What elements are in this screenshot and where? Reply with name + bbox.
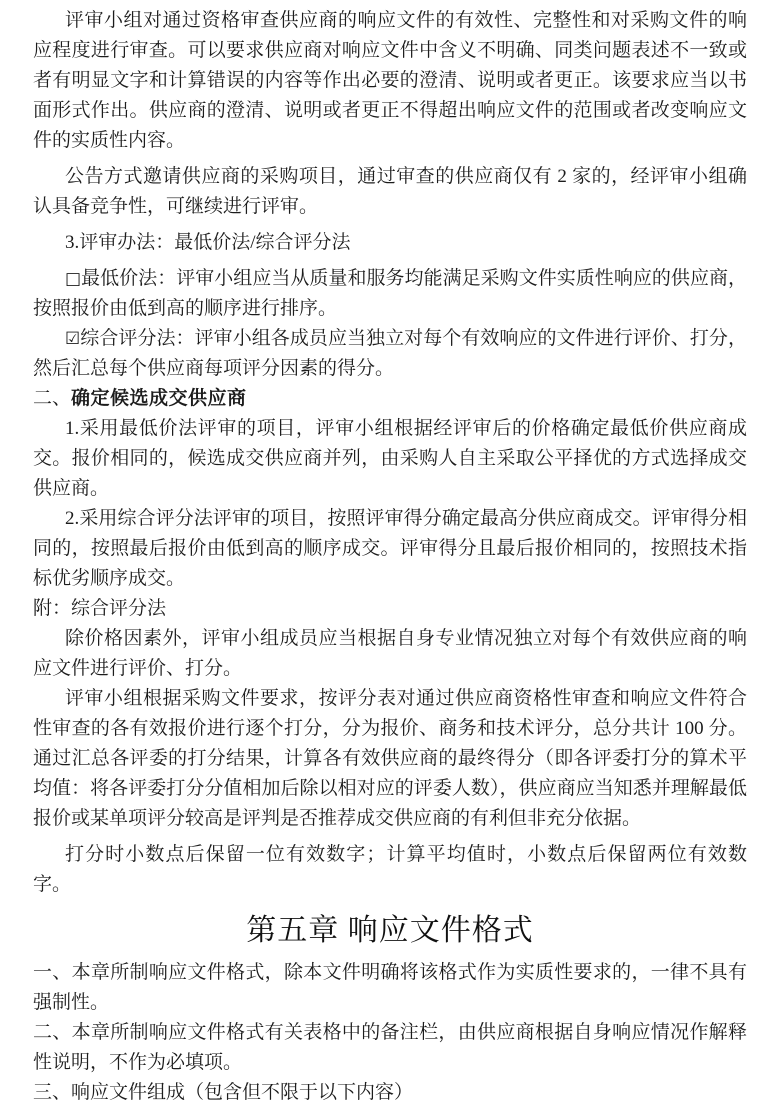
checkbox-checked-icon: ☑	[65, 329, 81, 349]
paragraph-two-suppliers: 公告方式邀请供应商的采购项目，通过审查的供应商仅有 2 家的，经评审小组确认具备竞争性，可继续进行评审。	[33, 166, 747, 217]
chapter-title: 第五章 响应文件格式	[246, 914, 534, 947]
section-heading-candidate-suppliers	[33, 384, 747, 414]
paragraph-format-item-3: 三、响应文件组成（包含但不限于以下内容）	[33, 1082, 414, 1103]
section-heading-text: 确定候选成交供应商	[71, 388, 247, 409]
paragraph-highest-score-award: 2.采用综合评分法评审的项目，按照评审得分确定最高分供应商成交。评审得分相同的，按照最后报价由低到高的顺序成交。评审得分且最后报价相同的，按照技术指标优劣顺序成交。	[33, 508, 747, 589]
paragraph-scoring-rules: 评审小组根据采购文件要求，按评分表对通过供应商资格性审查和响应文件符合性审查的各有效报价进行逐个打分，分为报价、商务和技术评分，总分共计 100 分。通过汇总各评委的打分结果，计算各有效供应商的最终得分（即各评委打分的算术平均值：将各评委打分分值相加后除以相对应的评委人数），供应商应当知悉并理解最低报价或某单项评分较高是评判是否推荐成交供应商的有利但非充分依据。	[33, 688, 747, 829]
paragraph-comprehensive-scoring-method	[33, 324, 747, 384]
paragraph-evaluation-method: 3.评审办法：最低价法/综合评分法	[65, 232, 351, 253]
paragraph-review-scope: 评审小组对通过资格审查供应商的响应文件的有效性、完整性和对采购文件的响应程度进行审查。可以要求供应商对响应文件中含义不明确、同类问题表述不一致或者有明显文字和计算错误的内容等作出必要的澄清、说明或者更正。该要求应当以书面形式作出。供应商的澄清、说明或者更正不得超出响应文件的范围或者改变响应文件的实质性内容。	[33, 10, 747, 151]
paragraph-decimal-rules: 打分时小数点后保留一位有效数字；计算平均值时，小数点后保留两位有效数字。	[33, 844, 747, 895]
checkbox-unchecked-icon: □	[65, 269, 82, 289]
paragraph-format-item-1: 一、本章所制响应文件格式，除本文件明确将该格式作为实质性要求的，一律不具有强制性。	[33, 962, 747, 1013]
lowest-price-method-text: 最低价法：评审小组应当从质量和服务均能满足采购文件实质性响应的供应商，按照报价由低到高的顺序进行排序。	[33, 268, 747, 319]
comprehensive-scoring-method-text: 综合评分法：评审小组各成员应当独立对每个有效响应的文件进行评价、打分，然后汇总每个供应商每项评分因素的得分。	[33, 328, 747, 379]
paragraph-appendix-label: 附：综合评分法	[33, 598, 167, 619]
paragraph-format-item-2: 二、本章所制响应文件格式有关表格中的备注栏，由供应商根据自身响应情况作解释性说明，不作为必填项。	[33, 1022, 747, 1073]
section-heading-number: 二、	[33, 388, 72, 409]
paragraph-lowest-price-award: 1.采用最低价法评审的项目，评审小组根据经评审后的价格确定最低价供应商成交。报价相同的，候选成交供应商并列，由采购人自主采取公平择优的方式选择成交供应商。	[33, 418, 747, 499]
paragraph-independent-scoring: 除价格因素外，评审小组成员应当根据自身专业情况独立对每个有效供应商的响应文件进行评价、打分。	[33, 628, 747, 679]
paragraph-lowest-price-method	[33, 264, 747, 324]
